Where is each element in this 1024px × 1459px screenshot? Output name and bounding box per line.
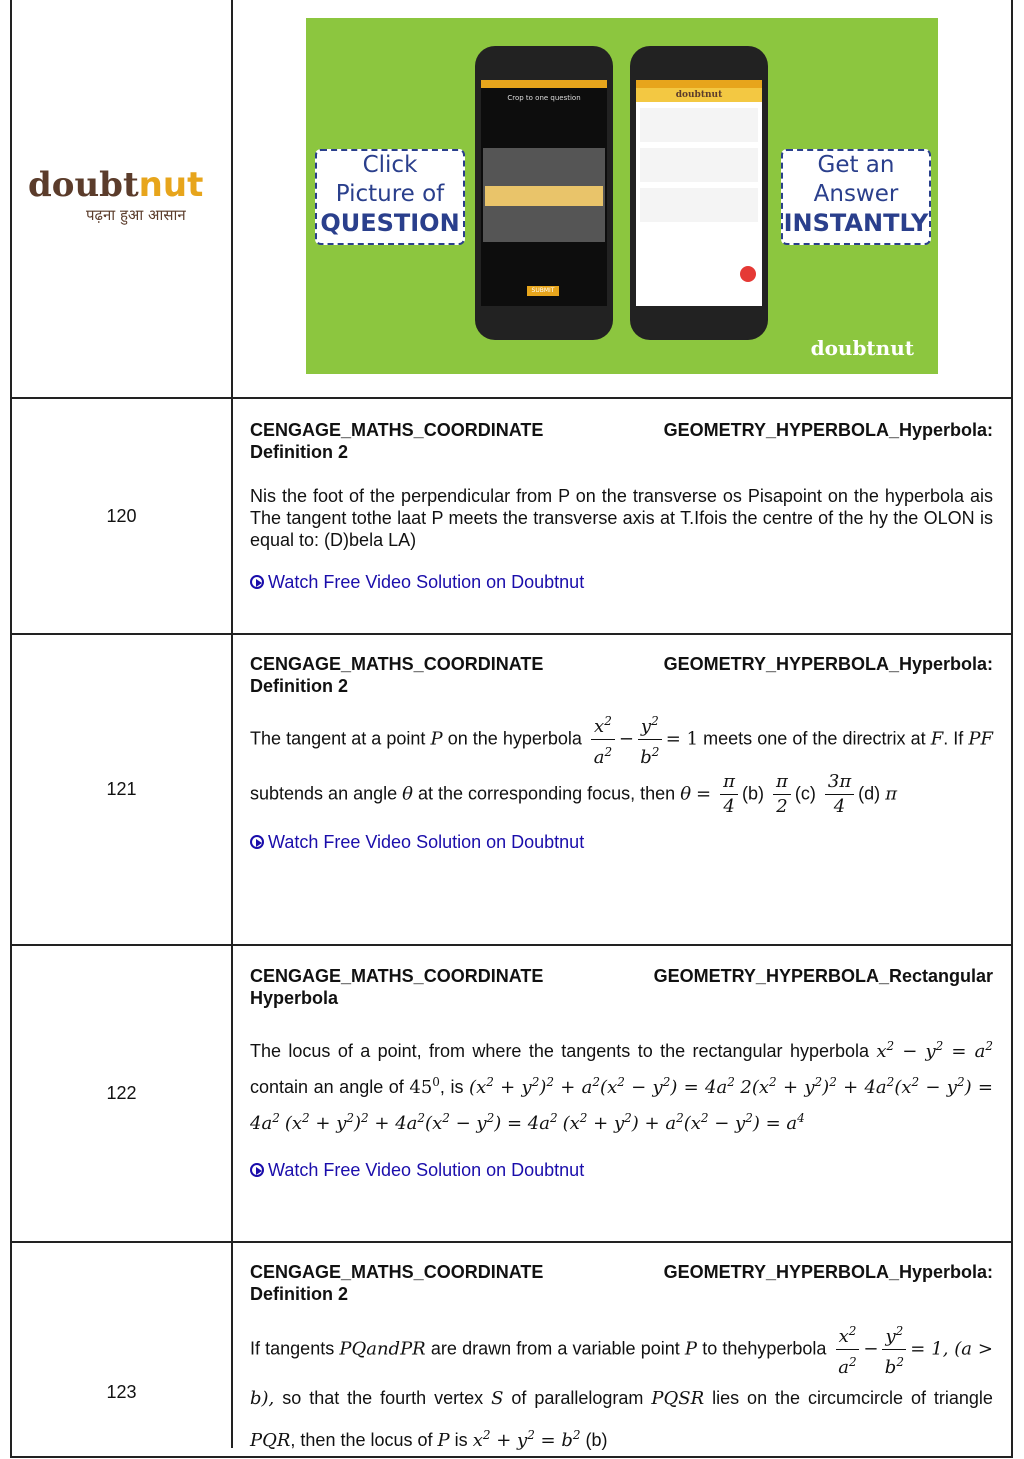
subject-right: GEOMETRY_HYPERBOLA_Hyperbola: xyxy=(663,1262,993,1282)
promo-banner[interactable] xyxy=(306,18,938,374)
subject-left: CENGAGE_MATHS_COORDINATE xyxy=(250,966,544,986)
subject-left: CENGAGE_MATHS_COORDINATE xyxy=(250,1262,544,1282)
answer-card xyxy=(640,188,758,222)
watch-label: Watch Free Video Solution on Doubtnut xyxy=(268,572,585,592)
play-icon xyxy=(250,1163,264,1177)
question-cell xyxy=(250,1261,993,1459)
logo-nut: nut xyxy=(138,165,204,205)
play-icon xyxy=(250,575,264,589)
subject-heading xyxy=(250,965,993,987)
watch-video-link[interactable] xyxy=(250,831,993,853)
question-number: 122 xyxy=(106,1083,137,1103)
answer-card xyxy=(640,108,758,142)
logo-doubt: doubt xyxy=(28,165,139,205)
question-number: 123 xyxy=(106,1382,137,1402)
question-cell xyxy=(250,653,993,853)
watch-label: Watch Free Video Solution on Doubtnut xyxy=(268,1160,585,1180)
app-header: doubtnut xyxy=(636,88,762,102)
crop-header: Crop to one question xyxy=(507,94,581,102)
answer-card xyxy=(640,148,758,182)
question-number: 121 xyxy=(106,779,137,799)
subject-left: CENGAGE_MATHS_COORDINATE xyxy=(250,420,544,440)
row-divider xyxy=(10,1241,1013,1243)
subject-left: CENGAGE_MATHS_COORDINATE xyxy=(250,654,544,674)
column-divider xyxy=(231,0,233,1448)
box-line: Picture of xyxy=(335,181,445,207)
box-line-bold: QUESTION xyxy=(320,209,460,237)
watch-video-link[interactable] xyxy=(250,571,993,593)
phone-screen xyxy=(636,80,762,306)
watch-label: Watch Free Video Solution on Doubtnut xyxy=(268,832,585,852)
doubtnut-logo xyxy=(28,165,218,225)
question-text: If tangents PQandPR are drawn from a variable point P to thehyperbola $\frac{x^2}{a^2}$ − $\frac{y^2}{b^2}$ = 1, (a > b), so that the fourth vertex S of parallelogram PQSR lies on the circumcircle of triangle PQR, then the locus of P is $x^2 + y^2 = b^2$ (b) xyxy=(250,1319,993,1459)
subject-right: GEOMETRY_HYPERBOLA_Rectangular xyxy=(653,966,993,986)
box-line-bold: INSTANTLY xyxy=(783,209,929,237)
question-cell xyxy=(250,965,993,1181)
question-text: The locus of a point, from where the tangents to the rectangular hyperbola $x^2 - y^2 = a^2$ contain an angle of $45^0$, is $(x^2 + y^2)^2 + a^2(x^2 - y^2) = 4a^2$ $2(x^2 + y^2)^2 + 4a^2(x^2 - y^2) = 4a^2$ $(x^2 + y^2)^2 + 4a^2(x^2 - y^2) = 4a^2$ $(x^2 + y^2) + a^2(x^2 - y^2) = a^4$ xyxy=(250,1039,993,1134)
subject-line2: Hyperbola xyxy=(250,988,339,1008)
watch-video-link[interactable] xyxy=(250,1159,993,1181)
phone-screen xyxy=(481,80,607,306)
banner-watermark: doubtnut xyxy=(810,336,914,360)
question-text: The tangent at a point P on the hyperbola $\frac{x^2}{a^2}$ − $\frac{y^2}{b^2}$ = 1 meets one of the directrix at F. If PF subtends an angle θ at the corresponding focus, then θ = $\frac{\pi}{4}$ (b) $\frac{\pi}{2}$ (c) $\frac{3\pi}{4}$ (d) π xyxy=(250,709,993,819)
status-bar xyxy=(636,80,762,88)
get-answer-box xyxy=(781,149,931,245)
camera-fab-icon[interactable] xyxy=(740,266,756,282)
subject-heading xyxy=(250,653,993,675)
subject-line2: Definition 2 xyxy=(250,442,348,462)
question-cell xyxy=(250,419,993,593)
cropped-question xyxy=(483,148,605,242)
subject-line2: Definition 2 xyxy=(250,676,348,696)
highlight-question xyxy=(485,186,603,206)
row-divider xyxy=(10,944,1013,946)
subject-right: GEOMETRY_HYPERBOLA_Hyperbola: xyxy=(663,420,993,440)
box-line: Answer xyxy=(813,181,899,207)
box-line: Click xyxy=(362,152,418,178)
row-divider xyxy=(10,397,1013,399)
status-bar xyxy=(481,80,607,88)
question-text: Nis the foot of the perpendicular from P on the transverse os Pisapoint on the hyperbola ais The tangent tothe laat P meets the transverse axis at T.Ifois the centre of the hy the OLON is equal to: (D)bela LA) xyxy=(250,486,993,550)
box-line: Get an xyxy=(817,152,895,178)
subject-line2: Definition 2 xyxy=(250,1284,348,1304)
question-number: 120 xyxy=(106,506,137,526)
subject-heading xyxy=(250,1261,993,1283)
play-icon xyxy=(250,835,264,849)
subject-right: GEOMETRY_HYPERBOLA_Hyperbola: xyxy=(663,654,993,674)
submit-button[interactable]: SUBMIT xyxy=(527,286,559,296)
row-divider xyxy=(10,633,1013,635)
logo-tagline: पढ़ना हुआ आसान xyxy=(86,206,186,224)
phone-camera xyxy=(475,46,613,340)
phone-answer xyxy=(630,46,768,340)
subject-heading xyxy=(250,419,993,441)
click-picture-box xyxy=(315,149,465,245)
